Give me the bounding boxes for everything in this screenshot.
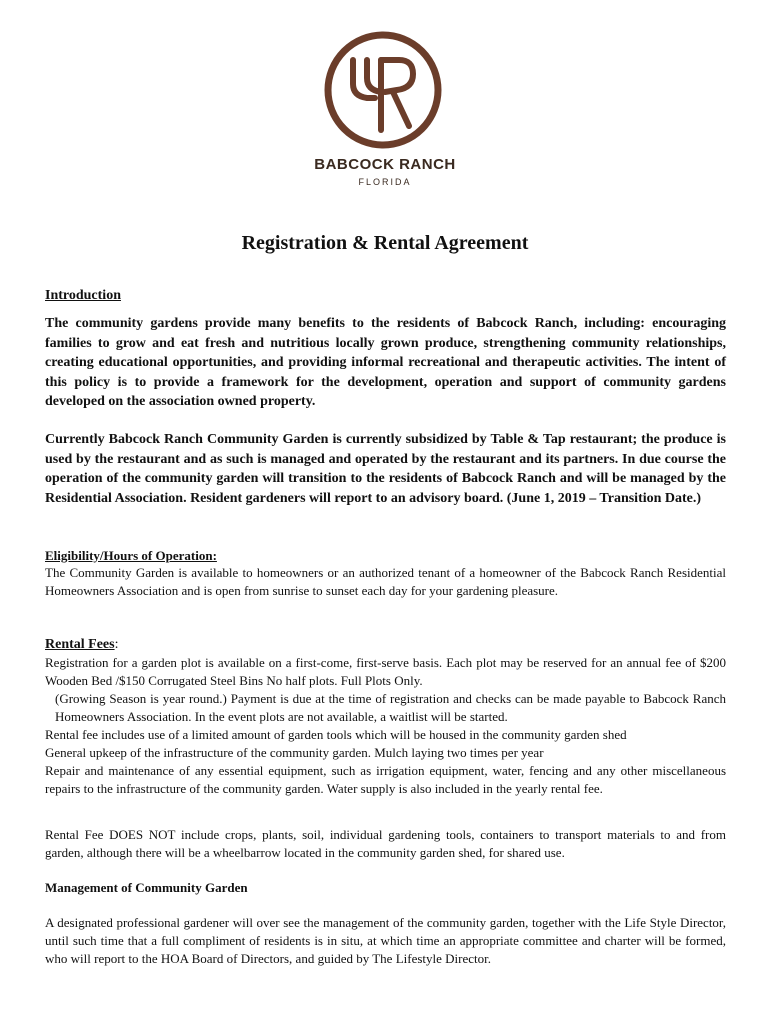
rental-fees-text-3: Rental fee includes use of a limited amount of garden tools which will be housed in the community garden shed: [45, 727, 627, 742]
rental-fees-text-2: (Growing Season is year round.) Payment is due at the time of registration and checks can be made payable to Babcock Ranch Homeowners Association. In the event plots are not available, a waitlist will be started.: [55, 691, 726, 724]
rental-fees-text-4: General upkeep of the infrastructure of the community garden. Mulch laying two times per year: [45, 745, 544, 760]
rental-fees-text-1: Registration for a garden plot is available on a first-come, first-serve basis. Each plot may be reserved for an annual fee of $200 Wooden Bed /$150 Corrugated Steel Bins No half plots. Full Plots Only.: [45, 655, 726, 688]
introduction-section: [45, 288, 726, 304]
introduction-text-2: Currently Babcock Ranch Community Garden is currently subsidized by Table & Tap restaurant; the produce is used by the restaurant and as such is managed and operated by the restaurant and its partners. In due course the operation of the community garden will transition to the residents of Babcock Ranch and will be managed by the Residential Association. Resident gardeners will report to an advisory board. (June 1, 2019 – Transition Date.): [45, 432, 726, 506]
introduction-para-1: [45, 314, 726, 412]
eligibility-text: The Community Garden is available to homeowners or an authorized tenant of a homeowner of the Babcock Ranch Residential Homeowners Association and is open from sunrise to sunset each day for your gardening pleasure.: [45, 565, 726, 598]
rental-fees-section: [45, 636, 726, 798]
introduction-para-2: [45, 430, 726, 508]
management-text: A designated professional gardener will over see the management of the community garden, together with the Life Style Director, until such time that a full compliment of residents is in situ, at which time an appropriate committee and charter will be formed, who will report to the HOA Board of Directors, and guided by The Lifestyle Director.: [45, 915, 726, 966]
babcock-ranch-leaf-logo-icon: [323, 30, 443, 150]
rental-fees-heading: Rental Fees: [45, 637, 115, 652]
brand-name: BABCOCK RANCH: [314, 156, 456, 173]
rental-fees-exclusions-text: Rental Fee DOES NOT include crops, plants, soil, individual gardening tools, containers to transport materials to and from garden, although there will be a wheelbarrow located in the community garden shed, for shared use.: [45, 827, 726, 860]
rental-fees-exclusions: [45, 826, 726, 862]
management-heading: Management of Community Garden: [45, 880, 248, 895]
brand-location: FLORIDA: [358, 177, 412, 187]
page-title: Registration & Rental Agreement: [241, 232, 529, 254]
rental-fees-text-5: Repair and maintenance of any essential equipment, such as irrigation equipment, water, fencing and any other miscellaneous repairs to the infrastructure of the community garden. Water supply is also included in the yearly rental fee.: [45, 763, 726, 796]
rental-fees-heading-colon: :: [114, 637, 119, 652]
eligibility-section: [45, 548, 726, 600]
eligibility-heading: Eligibility/Hours of Operation:: [45, 548, 217, 563]
introduction-text-1: The community gardens provide many benefits to the residents of Babcock Ranch, including: encouraging families to grow and eat fresh and nutritious locally grown produce, strengthening community relationships, creating educational opportunities, and providing informal recreational and therapeutic activities. The intent of this policy is to provide a framework for the development, operation and support of community gardens developed on the association owned property.: [45, 316, 726, 409]
introduction-heading: Introduction: [45, 288, 121, 303]
management-body: [45, 914, 726, 968]
management-section: [45, 880, 726, 896]
